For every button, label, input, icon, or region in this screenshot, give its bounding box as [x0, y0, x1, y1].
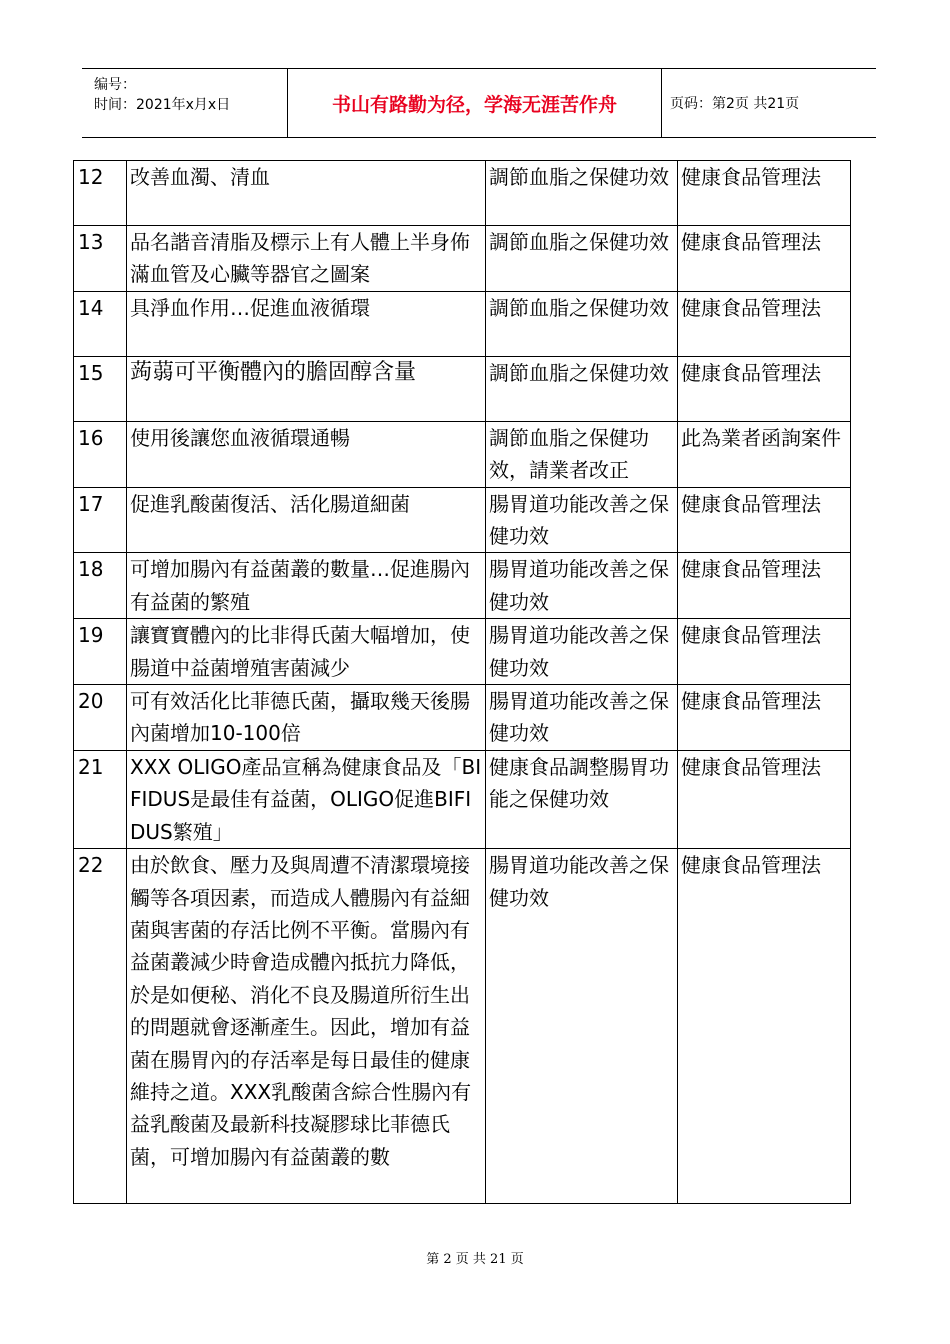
- claim-text: 改善血濁、清血: [127, 161, 486, 226]
- row-number: 14: [74, 291, 127, 356]
- claim-text: 可增加腸內有益菌叢的數量…促進腸內有益菌的繁殖: [127, 553, 486, 619]
- table-row: [74, 750, 851, 848]
- claim-text: XXX OLIGO產品宣稱為健康食品及「BIFIDUS是最佳有益菌，OLIGO促進BIFIDUS繁殖」: [127, 750, 486, 848]
- time-label: 时间：2021年x月x日: [94, 97, 231, 113]
- claim-text: 可有效活化比菲德氏菌，攝取幾天後腸內菌增加10-100倍: [127, 685, 486, 751]
- claim-text: 促進乳酸菌復活、活化腸道細菌: [127, 487, 486, 553]
- header-page-label: 页码：第2页 共21页: [670, 96, 800, 112]
- claim-category: 健康食品調整腸胃功能之保健功效: [486, 750, 678, 848]
- claim-text: 由於飲食、壓力及與周遭不清潔環境接觸等各項因素，而造成人體腸內有益細菌與害菌的存活比例不平衡。當腸內有益菌叢減少時會造成體內抵抗力降低，於是如便秘、消化不良及腸道所衍生出的問題就會逐漸產生。因此，增加有益菌在腸胃內的存活率是每日最佳的健康維持之道。XXX乳酸菌含綜合性腸內有益乳酸菌及最新科技凝膠球比菲德氏菌，可增加腸內有益菌叢的數: [127, 849, 486, 1204]
- row-number: 15: [74, 356, 127, 421]
- claim-category: 腸胃道功能改善之保健功效: [486, 685, 678, 751]
- header-motto: 书山有路勤为径，学海无涯苦作舟: [287, 69, 662, 137]
- claim-law: 健康食品管理法: [678, 226, 851, 292]
- claim-category: 調節血脂之保健功效: [486, 161, 678, 226]
- claim-law: 健康食品管理法: [678, 750, 851, 848]
- claim-category: 調節血脂之保健功效: [486, 356, 678, 421]
- claim-text: 品名諧音清脂及標示上有人體上半身佈滿血管及心臟等器官之圖案: [127, 226, 486, 292]
- table-row: [74, 487, 851, 553]
- claim-text: 讓寶寶體內的比非得氏菌大幅增加，使腸道中益菌增殖害菌減少: [127, 619, 486, 685]
- page-header: [82, 68, 876, 138]
- table-row: [74, 849, 851, 1204]
- table-row: [74, 685, 851, 751]
- claim-law: 此為業者函詢案件: [678, 421, 851, 487]
- table-row: [74, 291, 851, 356]
- claim-category: 腸胃道功能改善之保健功效: [486, 619, 678, 685]
- row-number: 16: [74, 421, 127, 487]
- claim-law: 健康食品管理法: [678, 849, 851, 1204]
- row-number: 13: [74, 226, 127, 292]
- row-number: 17: [74, 487, 127, 553]
- claim-law: 健康食品管理法: [678, 487, 851, 553]
- claim-law: 健康食品管理法: [678, 685, 851, 751]
- table-row: [74, 226, 851, 292]
- table-row: [74, 356, 851, 421]
- claim-law: 健康食品管理法: [678, 356, 851, 421]
- claim-text: 蒟蒻可平衡體內的膽固醇含量: [127, 356, 486, 421]
- claim-category: 調節血脂之保健功效: [486, 291, 678, 356]
- claim-law: 健康食品管理法: [678, 161, 851, 226]
- claim-law: 健康食品管理法: [678, 291, 851, 356]
- claims-table: [73, 160, 851, 1204]
- row-number: 12: [74, 161, 127, 226]
- claim-category: 腸胃道功能改善之保健功效: [486, 553, 678, 619]
- claim-category: 腸胃道功能改善之保健功效: [486, 849, 678, 1204]
- claim-law: 健康食品管理法: [678, 553, 851, 619]
- claim-category: 腸胃道功能改善之保健功效: [486, 487, 678, 553]
- claim-category: 調節血脂之保健功效: [486, 226, 678, 292]
- serial-label: 编号：: [94, 77, 136, 93]
- claim-category: 調節血脂之保健功效，請業者改正: [486, 421, 678, 487]
- table-row: [74, 553, 851, 619]
- header-meta: [94, 75, 284, 115]
- claim-law: 健康食品管理法: [678, 619, 851, 685]
- claim-text: 使用後讓您血液循環通暢: [127, 421, 486, 487]
- row-number: 20: [74, 685, 127, 751]
- table-row: [74, 619, 851, 685]
- claim-text: 具淨血作用…促進血液循環: [127, 291, 486, 356]
- row-number: 22: [74, 849, 127, 1204]
- row-number: 21: [74, 750, 127, 848]
- row-number: 18: [74, 553, 127, 619]
- table-row: [74, 421, 851, 487]
- page-footer: 第 2 页 共 21 页: [426, 1252, 524, 1267]
- row-number: 19: [74, 619, 127, 685]
- table-row: [74, 161, 851, 226]
